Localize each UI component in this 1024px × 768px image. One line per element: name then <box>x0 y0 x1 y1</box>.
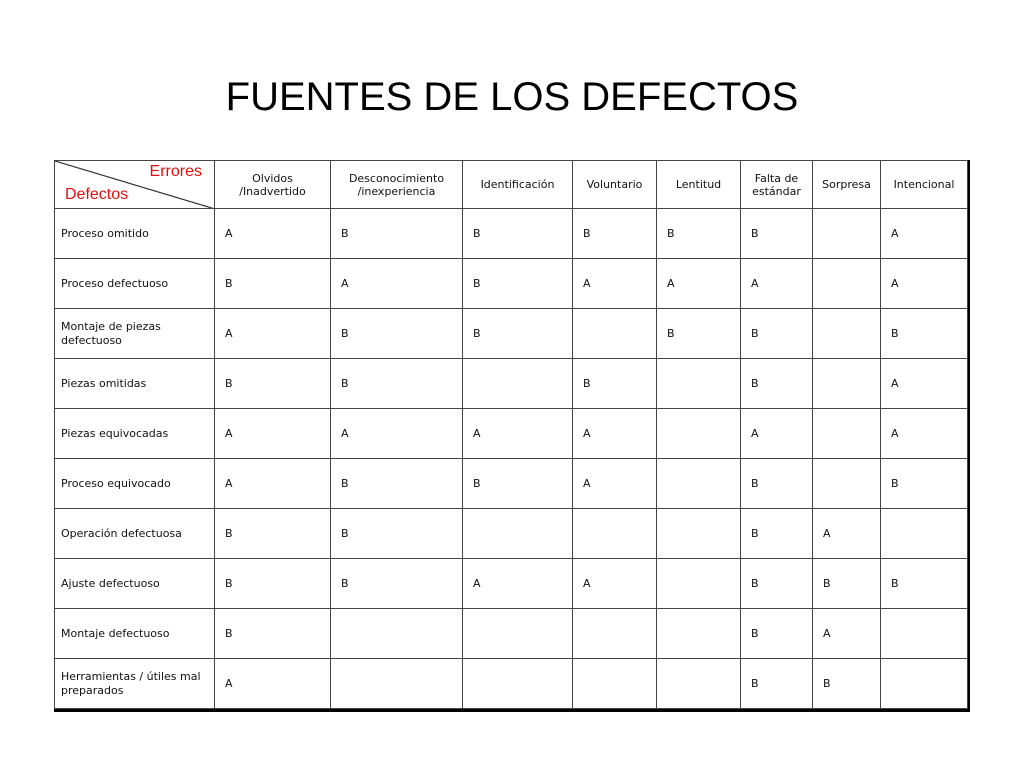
table-cell <box>463 659 573 709</box>
table-cell: B <box>881 459 968 509</box>
table-cell: B <box>463 259 573 309</box>
table-cell: B <box>741 309 813 359</box>
table-cell <box>813 309 881 359</box>
table-cell: A <box>331 259 463 309</box>
table-cell: A <box>573 259 657 309</box>
table-cell: A <box>463 559 573 609</box>
table-cell: B <box>463 309 573 359</box>
table-cell <box>813 209 881 259</box>
table-cell: B <box>741 609 813 659</box>
table-row <box>55 409 968 459</box>
row-label: Piezas equivocadas <box>55 409 215 459</box>
table-cell <box>331 659 463 709</box>
column-header: Falta de estándar <box>741 161 813 209</box>
table-cell: B <box>215 509 331 559</box>
row-label: Ajuste defectuoso <box>55 559 215 609</box>
table-row <box>55 559 968 609</box>
table-cell <box>573 309 657 359</box>
table-cell: B <box>331 459 463 509</box>
table-cell: A <box>215 409 331 459</box>
table-cell: B <box>215 559 331 609</box>
table-cell <box>463 359 573 409</box>
table-cell: B <box>215 609 331 659</box>
table-cell: A <box>881 359 968 409</box>
table-cell <box>331 609 463 659</box>
row-label: Montaje de piezas defectuoso <box>55 309 215 359</box>
slide-title: FUENTES DE LOS DEFECTOS <box>225 75 799 119</box>
table-row <box>55 609 968 659</box>
table-cell: B <box>657 209 741 259</box>
defects-table-container <box>54 160 970 712</box>
table-row <box>55 259 968 309</box>
table-cell: A <box>331 409 463 459</box>
table-cell <box>881 509 968 559</box>
table-cell: A <box>215 459 331 509</box>
table-cell <box>657 609 741 659</box>
table-cell: B <box>215 259 331 309</box>
defectos-label: Defectos <box>65 186 129 203</box>
row-label: Montaje defectuoso <box>55 609 215 659</box>
table-row <box>55 659 968 709</box>
table-cell <box>881 609 968 659</box>
table-cell: B <box>463 209 573 259</box>
table-row <box>55 509 968 559</box>
table-cell <box>813 259 881 309</box>
table-cell: A <box>881 209 968 259</box>
row-label: Proceso equivocado <box>55 459 215 509</box>
table-cell: A <box>813 509 881 559</box>
row-label: Operación defectuosa <box>55 509 215 559</box>
column-header: Desconocimiento /inexperiencia <box>331 161 463 209</box>
table-body <box>55 209 968 709</box>
table-cell <box>657 559 741 609</box>
table-cell <box>657 659 741 709</box>
table-cell <box>657 409 741 459</box>
header-row <box>55 161 968 209</box>
table-cell: A <box>881 259 968 309</box>
table-cell: B <box>741 209 813 259</box>
table-cell: B <box>573 209 657 259</box>
table-cell: A <box>215 209 331 259</box>
table-cell <box>813 409 881 459</box>
table-cell: B <box>657 309 741 359</box>
table-cell: B <box>463 459 573 509</box>
table-cell: B <box>573 359 657 409</box>
table-cell <box>657 359 741 409</box>
table-cell: A <box>881 409 968 459</box>
table-cell: A <box>657 259 741 309</box>
table-cell: B <box>881 309 968 359</box>
table-row <box>55 309 968 359</box>
table-cell: B <box>741 459 813 509</box>
table-cell <box>573 509 657 559</box>
table-cell: B <box>813 559 881 609</box>
row-label: Piezas omitidas <box>55 359 215 409</box>
table-cell: A <box>573 559 657 609</box>
column-header: Sorpresa <box>813 161 881 209</box>
column-header: Olvidos /Inadvertido <box>215 161 331 209</box>
corner-header-cell <box>55 161 215 209</box>
row-label: Proceso omitido <box>55 209 215 259</box>
table-cell <box>813 359 881 409</box>
defects-errors-table <box>54 160 968 709</box>
row-label: Proceso defectuoso <box>55 259 215 309</box>
row-label: Herramientas / útiles mal preparados <box>55 659 215 709</box>
table-cell: B <box>741 359 813 409</box>
table-cell: B <box>331 309 463 359</box>
table-cell: B <box>331 359 463 409</box>
table-cell <box>573 609 657 659</box>
table-cell: B <box>331 509 463 559</box>
table-cell: B <box>881 559 968 609</box>
table-cell: B <box>741 509 813 559</box>
table-cell: A <box>813 609 881 659</box>
column-header: Intencional <box>881 161 968 209</box>
table-cell: B <box>331 209 463 259</box>
errores-label: Errores <box>149 163 202 180</box>
table-row <box>55 359 968 409</box>
column-header: Voluntario <box>573 161 657 209</box>
table-cell: A <box>741 259 813 309</box>
table-cell <box>573 659 657 709</box>
table-cell: A <box>215 309 331 359</box>
table-cell: A <box>741 409 813 459</box>
table-cell: B <box>331 559 463 609</box>
table-cell: B <box>741 559 813 609</box>
table-cell <box>657 459 741 509</box>
table-cell: B <box>741 659 813 709</box>
column-header: Identificación <box>463 161 573 209</box>
table-cell: A <box>215 659 331 709</box>
table-cell <box>881 659 968 709</box>
table-cell: A <box>463 409 573 459</box>
table-cell <box>463 609 573 659</box>
table-cell: A <box>573 409 657 459</box>
table-cell: B <box>215 359 331 409</box>
table-cell <box>463 509 573 559</box>
table-row <box>55 459 968 509</box>
table-cell <box>813 459 881 509</box>
column-header: Lentitud <box>657 161 741 209</box>
table-row <box>55 209 968 259</box>
table-cell: B <box>813 659 881 709</box>
table-cell: A <box>573 459 657 509</box>
table-cell <box>657 509 741 559</box>
